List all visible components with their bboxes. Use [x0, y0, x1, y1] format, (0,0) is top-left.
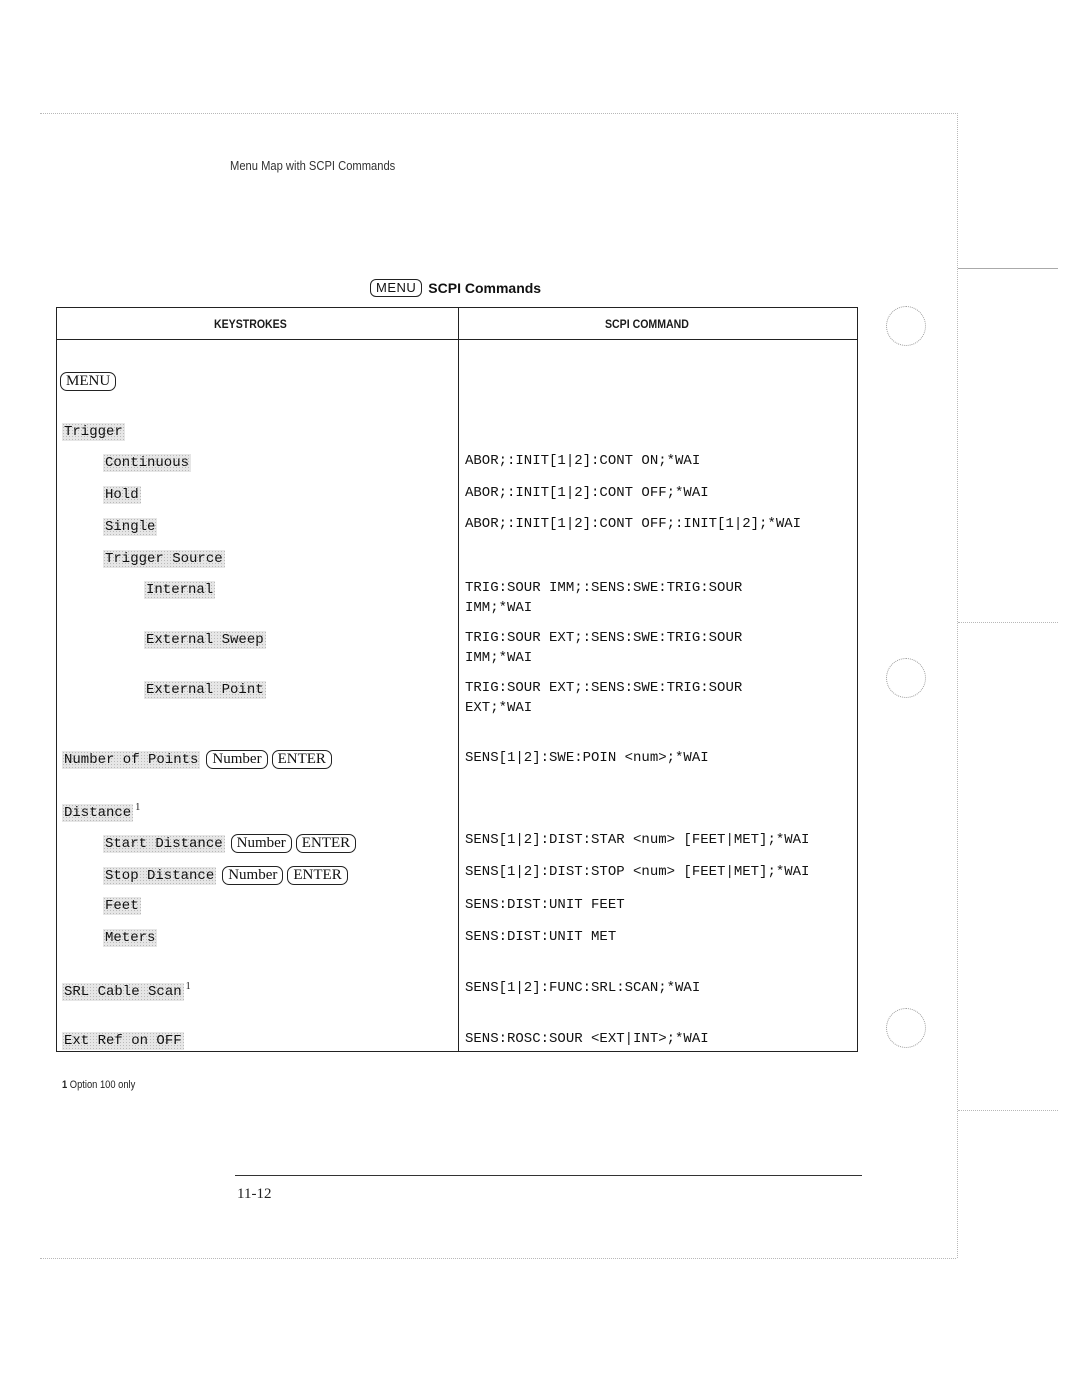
softkey-number-of-points: Number of Points	[64, 752, 199, 768]
keystroke-single	[103, 519, 157, 535]
cmd-line: TRIG:SOUR IMM;:SENS:SWE:TRIG:SOUR	[465, 580, 743, 596]
keystroke-internal	[144, 582, 215, 598]
softkey-external-point: External Point	[146, 682, 264, 698]
running-head: Menu Map with SCPI Commands	[230, 158, 396, 173]
footnote-ref: 1	[185, 981, 191, 992]
footnote-ref: 1	[135, 802, 141, 813]
keystroke-continuous	[103, 455, 191, 471]
tab-mark-3	[958, 1110, 1058, 1111]
tab-mark-2	[958, 622, 1058, 623]
softkey-continuous: Continuous	[105, 455, 190, 471]
softkey-external-sweep: External Sweep	[146, 632, 264, 648]
cmd-line: IMM;*WAI	[465, 650, 533, 666]
keystroke-menu	[60, 372, 116, 391]
keystroke-feet	[103, 898, 141, 914]
keystroke-hold	[103, 487, 141, 503]
menu-hardkey: MENU	[370, 279, 422, 297]
cmd-srl-cable-scan: SENS[1|2]:FUNC:SRL:SCAN;*WAI	[465, 980, 701, 996]
cmd-line: EXT;*WAI	[465, 700, 533, 716]
softkey-ext-ref: Ext Ref on OFF	[64, 1033, 182, 1049]
cmd-number-of-points: SENS[1|2]:SWE:POIN <num>;*WAI	[465, 750, 709, 766]
cmd-ext-ref: SENS:ROSC:SOUR <EXT|INT>;*WAI	[465, 1031, 709, 1047]
footnote-number: 1	[62, 1079, 68, 1091]
keystroke-trigger-source	[103, 551, 225, 567]
softkey-distance: Distance	[64, 804, 132, 821]
cmd-meters: SENS:DIST:UNIT MET	[465, 929, 617, 945]
keystroke-ext-ref	[62, 1033, 184, 1049]
cmd-start-distance: SENS[1|2]:DIST:STAR <num> [FEET|MET];*WAI	[465, 832, 810, 848]
enter-hardkey: ENTER	[272, 750, 332, 769]
header-rule	[57, 339, 857, 340]
menu-hardkey: MENU	[60, 372, 116, 391]
column-divider	[458, 308, 459, 1051]
page-number: 11-12	[237, 1186, 272, 1202]
softkey-single: Single	[105, 519, 156, 535]
cmd-internal	[465, 578, 742, 618]
scpi-command-header: SCPI COMMAND	[605, 317, 689, 331]
keystroke-stop-distance	[103, 866, 348, 885]
softkey-meters: Meters	[105, 930, 156, 946]
cmd-stop-distance: SENS[1|2]:DIST:STOP <num> [FEET|MET];*WAI	[465, 864, 810, 880]
keystroke-number-of-points	[62, 750, 332, 769]
number-hardkey: Number	[206, 750, 267, 769]
number-hardkey: Number	[231, 834, 292, 853]
footnote	[62, 1079, 135, 1091]
enter-hardkey: ENTER	[296, 834, 356, 853]
softkey-start-distance: Start Distance	[105, 836, 223, 852]
bottom-scan-border	[40, 1258, 956, 1259]
cmd-line: IMM;*WAI	[465, 600, 533, 616]
cmd-external-sweep	[465, 628, 742, 668]
cmd-continuous: ABOR;:INIT[1|2]:CONT ON;*WAI	[465, 453, 701, 469]
softkey-stop-distance: Stop Distance	[105, 868, 215, 884]
softkey-hold: Hold	[105, 487, 139, 503]
tab-mark-1	[958, 268, 1058, 269]
binder-hole-2	[886, 658, 926, 698]
footnote-text: Option 100 only	[69, 1079, 136, 1091]
softkey-trigger-source: Trigger Source	[105, 551, 223, 567]
binder-hole-1	[886, 306, 926, 346]
softkey-srl-cable-scan: SRL Cable Scan	[64, 983, 182, 1000]
cmd-feet: SENS:DIST:UNIT FEET	[465, 897, 625, 913]
table-title	[370, 279, 541, 297]
table-title-text: SCPI Commands	[428, 280, 542, 296]
number-hardkey: Number	[222, 866, 283, 885]
cmd-line: TRIG:SOUR EXT;:SENS:SWE:TRIG:SOUR	[465, 630, 743, 646]
keystroke-meters	[103, 930, 157, 946]
right-scan-border	[957, 113, 958, 1258]
top-scan-border	[40, 113, 956, 114]
cmd-single: ABOR;:INIT[1|2]:CONT OFF;:INIT[1|2];*WAI	[465, 516, 802, 532]
keystrokes-header: KEYSTROKES	[214, 317, 287, 331]
softkey-feet: Feet	[105, 898, 139, 914]
footer-rule	[235, 1175, 862, 1176]
enter-hardkey: ENTER	[287, 866, 347, 885]
keystroke-srl-cable-scan	[62, 981, 191, 1000]
keystroke-external-point	[144, 682, 266, 698]
cmd-hold: ABOR;:INIT[1|2]:CONT OFF;*WAI	[465, 485, 709, 501]
keystroke-distance	[62, 802, 140, 821]
cmd-line: TRIG:SOUR EXT;:SENS:SWE:TRIG:SOUR	[465, 680, 743, 696]
keystroke-external-sweep	[144, 632, 266, 648]
softkey-trigger: Trigger	[64, 424, 123, 440]
keystroke-trigger	[62, 424, 125, 440]
softkey-internal: Internal	[146, 582, 214, 598]
keystroke-start-distance	[103, 834, 356, 853]
binder-hole-3	[886, 1008, 926, 1048]
cmd-external-point	[465, 678, 742, 718]
